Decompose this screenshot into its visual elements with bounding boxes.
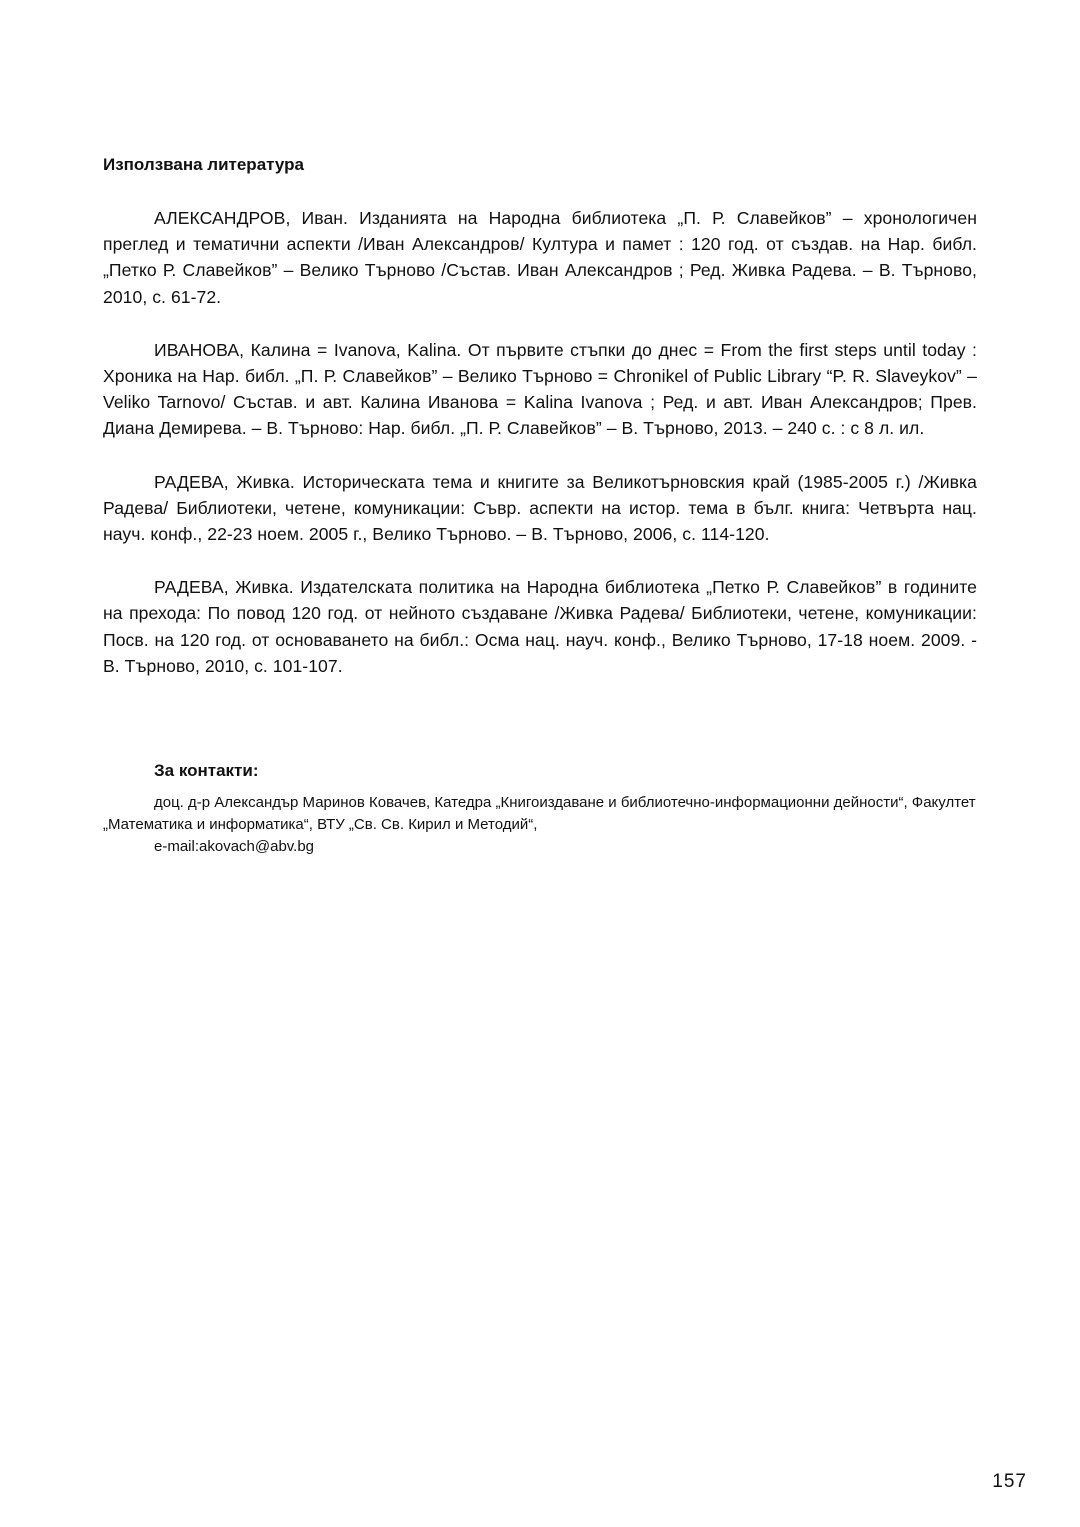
page-number: 157: [992, 1471, 1027, 1492]
section-title: Използвана литература: [103, 155, 304, 174]
reference-item: ИВАНОВА, Калина = Ivanova, Kalina. От първите стъпки до днес = From the first steps until today : Хроника на Нар. библ. „П. Р. Славейков” – Велико Търново = Chronikel of Public Library “P. R. Slaveykov” – Veliko Tarnovo/ Състав. и авт. Калина Иванова = Kalina Ivanova ; Ред. и авт. Иван Александров; Прев. Диана Демирева. – В. Търново: Нар. библ. „П. Р. Славейков” – В. Търново, 2013. – 240 с. : с 8 л. ил.: [103, 339, 977, 439]
reference-item: АЛЕКСАНДРОВ, Иван. Изданията на Народна библиотека „П. Р. Славейков” – хронологичен преглед и тематични аспекти /Иван Александров/ Култура и памет : 120 год. от създав. на Нар. библ. „Петко Р. Славейков” – Велико Търново /Състав. Иван Александров ; Ред. Живка Радева. – В. Търново, 2010, с. 61-72.: [103, 208, 977, 307]
contact-email: e-mail:akovach@abv.bg: [154, 838, 315, 855]
contacts-section: [103, 761, 977, 858]
contacts-text: доц. д-р Александър Маринов Ковачев, Катедра „Книгоиздаване и библиотечно-информационни дейности“, Факултет „Математика и информатика“, ВТУ „Св. Св. Кирил и Методий“,: [103, 794, 976, 833]
reference-item: РАДЕВА, Живка. Историческата тема и книгите за Великотърновския край (1985-2005 г.) /Живка Радева/ Библиотеки, четене, комуникации: Съвр. аспекти на истор. тема в бълг. книга: Четвърта нац. науч. конф., 22-23 ноем. 2005 г., Велико Търново. – В. Търново, 2006, с. 114-120.: [103, 471, 977, 545]
reference-list: [103, 205, 977, 706]
reference-item: РАДЕВА, Живка. Издателската политика на Народна библиотека „Петко Р. Славейков” в годините на прехода: По повод 120 год. от нейното създаване /Живка Радева/ Библиотеки, четене, комуникации: Посв. на 120 год. от основаването на библ.: Осма нац. науч. конф., Велико Търново, 17-18 ноем. 2009. - В. Търново, 2010, с. 101-107.: [103, 577, 977, 676]
contacts-title: За контакти:: [154, 761, 259, 780]
